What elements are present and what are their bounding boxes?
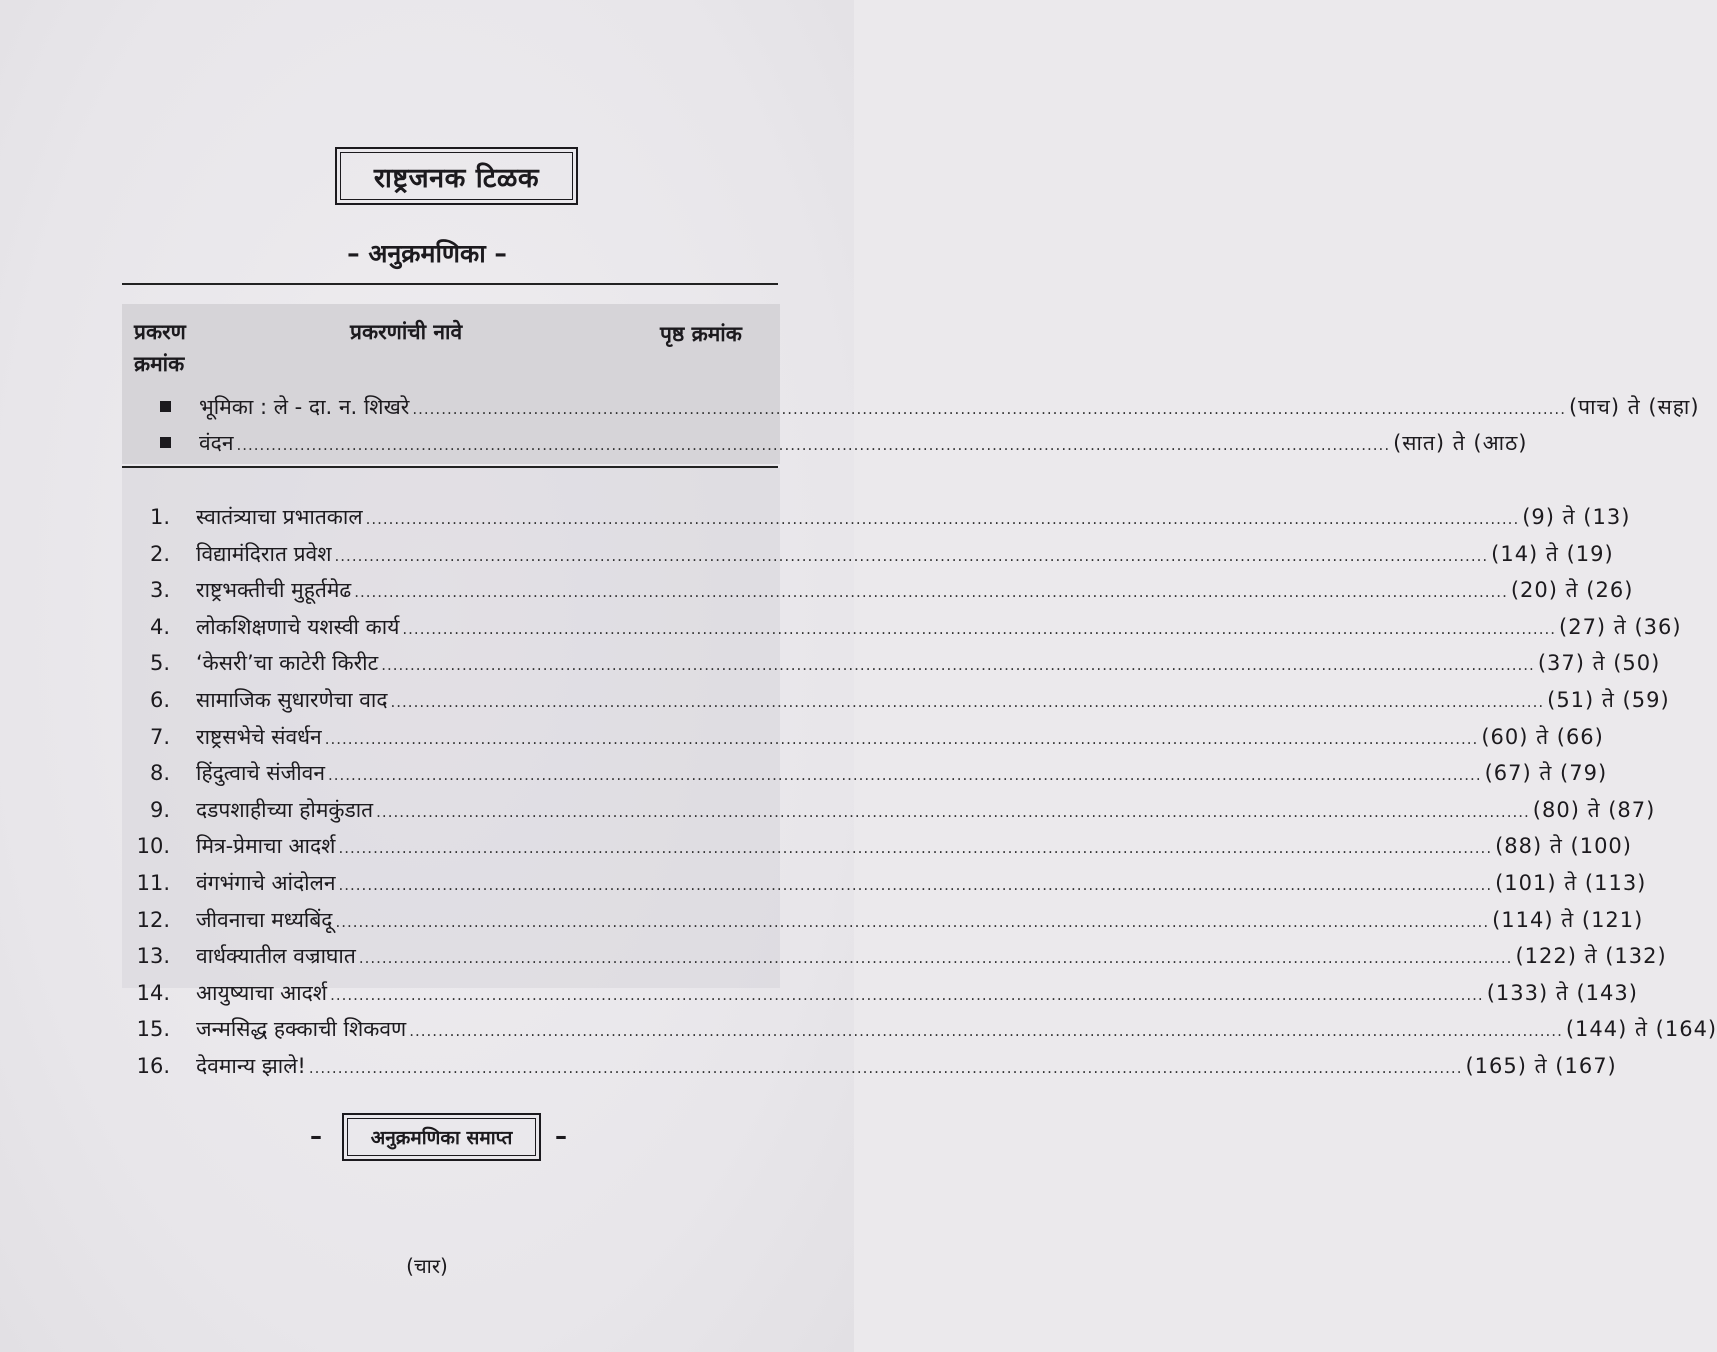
- chapter-row: [130, 942, 1667, 972]
- dot-leader: ........................................................................................................................................................................................................: [330, 985, 1484, 1004]
- chapter-row: [130, 503, 1631, 533]
- chapter-number: 10.: [136, 834, 170, 859]
- dot-leader: ........................................................................................................................................................................................................: [338, 839, 1493, 858]
- front-matter-row: [130, 429, 1528, 459]
- end-dash-right: –: [555, 1122, 567, 1150]
- dot-leader: ........................................................................................................................................................................................................: [358, 949, 1513, 968]
- book-title-box: [335, 147, 578, 205]
- chapter-number: 16.: [136, 1054, 170, 1078]
- dot-leader: ........................................................................................................................................................................................................: [308, 1059, 1463, 1077]
- chapter-pages: (133) ते (143): [1486, 980, 1638, 1005]
- chapter-pages: (60) ते (66): [1481, 724, 1604, 749]
- front-matter-name: वंदन: [199, 431, 234, 455]
- dot-leader: ........................................................................................................................................................................................................: [402, 619, 1557, 638]
- chapter-name: ‘केसरी’चा काटेरी किरीट: [196, 651, 379, 676]
- dot-leader: ........................................................................................................................................................................................................: [335, 912, 1490, 931]
- chapter-number: 11.: [136, 871, 170, 895]
- header-chapter-names: प्रकरणांची नावे: [350, 320, 463, 344]
- chapter-name: स्वातंत्र्याचा प्रभातकाल: [196, 505, 363, 529]
- bullet-icon: [160, 401, 171, 412]
- front-matter-row: [130, 393, 1700, 423]
- chapter-row: [130, 576, 1634, 606]
- chapter-pages: (51) ते (59): [1547, 688, 1670, 712]
- chapter-row: [130, 1052, 1617, 1082]
- chapter-pages: (20) ते (26): [1510, 578, 1634, 603]
- chapter-name: देवमान्य झाले!: [196, 1054, 306, 1078]
- header-chapter-no-line1: प्रकरण: [134, 320, 186, 344]
- header-page-no: पृष्ठ क्रमांक: [660, 322, 742, 346]
- chapter-number: 4.: [149, 614, 170, 639]
- dot-leader: ........................................................................................................................................................................................................: [334, 546, 1489, 565]
- chapter-name: मित्र-प्रेमाचा आदर्श: [196, 834, 336, 859]
- chapter-pages: (14) ते (19): [1491, 541, 1614, 566]
- chapter-row: [130, 540, 1614, 570]
- chapter-name: सामाजिक सुधारणेचा वाद: [196, 688, 388, 712]
- chapter-pages: (67) ते (79): [1484, 761, 1608, 786]
- dot-leader: ........................................................................................................................................................................................................: [376, 802, 1530, 821]
- contents-heading: – अनुक्रमणिका –: [347, 239, 507, 268]
- chapter-pages: (122) ते (132): [1515, 944, 1667, 969]
- chapter-number: 14.: [136, 980, 170, 1005]
- dot-leader: ........................................................................................................................................................................................................: [409, 1022, 1563, 1041]
- chapter-number: 9.: [149, 797, 170, 822]
- chapter-row: [130, 869, 1647, 899]
- chapter-row: [130, 649, 1661, 679]
- chapter-number: 3.: [149, 578, 170, 603]
- chapter-row: [130, 796, 1656, 826]
- chapter-number: 6.: [149, 688, 170, 712]
- chapter-name: विद्यामंदिरात प्रवेश: [196, 541, 332, 566]
- chapter-row: [130, 906, 1644, 936]
- chapter-name: हिंदुत्वाचे संजीवन: [196, 761, 325, 786]
- chapter-pages: (9) ते (13): [1522, 505, 1631, 529]
- end-box: [342, 1113, 541, 1161]
- dot-leader: ........................................................................................................................................................................................................: [236, 436, 1391, 454]
- chapter-name: राष्ट्रभक्तीची मुहूर्तमेढ: [196, 578, 352, 603]
- bullet-icon: [160, 437, 171, 448]
- chapter-pages: (114) ते (121): [1492, 907, 1644, 932]
- chapter-pages: (144) ते (164): [1565, 1017, 1717, 1042]
- chapter-number: 7.: [149, 724, 170, 749]
- dot-leader: ........................................................................................................................................................................................................: [365, 510, 1520, 528]
- front-matter-name: भूमिका : ले - दा. न. शिखरे: [199, 395, 410, 419]
- dot-leader: ........................................................................................................................................................................................................: [390, 693, 1545, 711]
- dot-leader: ........................................................................................................................................................................................................: [338, 876, 1493, 894]
- chapter-number: 15.: [136, 1017, 170, 1042]
- chapter-name: जीवनाचा मध्यबिंदू: [196, 907, 333, 932]
- book-title: राष्ट्रजनक टिळक: [373, 162, 540, 194]
- chapter-number: 13.: [136, 944, 170, 969]
- chapter-row: [130, 759, 1608, 789]
- chapter-pages: (101) ते (113): [1495, 871, 1647, 895]
- chapter-number: 2.: [149, 541, 170, 566]
- chapter-pages: (165) ते (167): [1465, 1054, 1617, 1078]
- dot-leader: ........................................................................................................................................................................................................: [381, 656, 1535, 675]
- middle-rule: [122, 466, 778, 468]
- front-matter-pages: (पाच) ते (सहा): [1568, 395, 1700, 419]
- chapter-name: दडपशाहीच्या होमकुंडात: [196, 797, 374, 822]
- chapter-row: [130, 723, 1604, 753]
- top-rule: [122, 283, 778, 285]
- dot-leader: ........................................................................................................................................................................................................: [412, 400, 1566, 418]
- chapter-pages: (88) ते (100): [1495, 834, 1632, 859]
- dot-leader: ........................................................................................................................................................................................................: [327, 766, 1482, 785]
- chapter-name: वंगभंगाचे आंदोलन: [196, 871, 336, 895]
- dot-leader: ........................................................................................................................................................................................................: [324, 729, 1479, 748]
- chapter-number: 1.: [149, 505, 170, 529]
- end-label: अनुक्रमणिका समाप्त: [370, 1127, 513, 1149]
- chapter-row: [130, 1015, 1717, 1045]
- chapter-row: [130, 979, 1638, 1009]
- chapter-name: राष्ट्रसभेचे संवर्धन: [196, 724, 322, 749]
- chapter-number: 8.: [149, 761, 170, 786]
- chapter-number: 5.: [149, 651, 170, 676]
- chapter-pages: (27) ते (36): [1559, 614, 1682, 639]
- front-matter-pages: (सात) ते (आठ): [1393, 431, 1528, 455]
- chapter-row: [130, 686, 1670, 716]
- chapter-name: लोकशिक्षणाचे यशस्वी कार्य: [196, 614, 400, 639]
- chapter-row: [130, 613, 1682, 643]
- chapter-name: वार्धक्यातील वज्राघात: [196, 944, 356, 969]
- header-chapter-no-line2: क्रमांक: [134, 352, 185, 376]
- chapter-pages: (37) ते (50): [1537, 651, 1661, 676]
- chapter-row: [130, 832, 1632, 862]
- page-number: (चार): [406, 1254, 448, 1278]
- chapter-name: आयुष्याचा आदर्श: [196, 980, 328, 1005]
- chapter-pages: (80) ते (87): [1532, 797, 1656, 822]
- dot-leader: ........................................................................................................................................................................................................: [354, 583, 1508, 602]
- end-dash-left: –: [310, 1122, 322, 1150]
- chapter-number: 12.: [136, 907, 170, 932]
- chapter-name: जन्मसिद्ध हक्काची शिकवण: [196, 1017, 407, 1042]
